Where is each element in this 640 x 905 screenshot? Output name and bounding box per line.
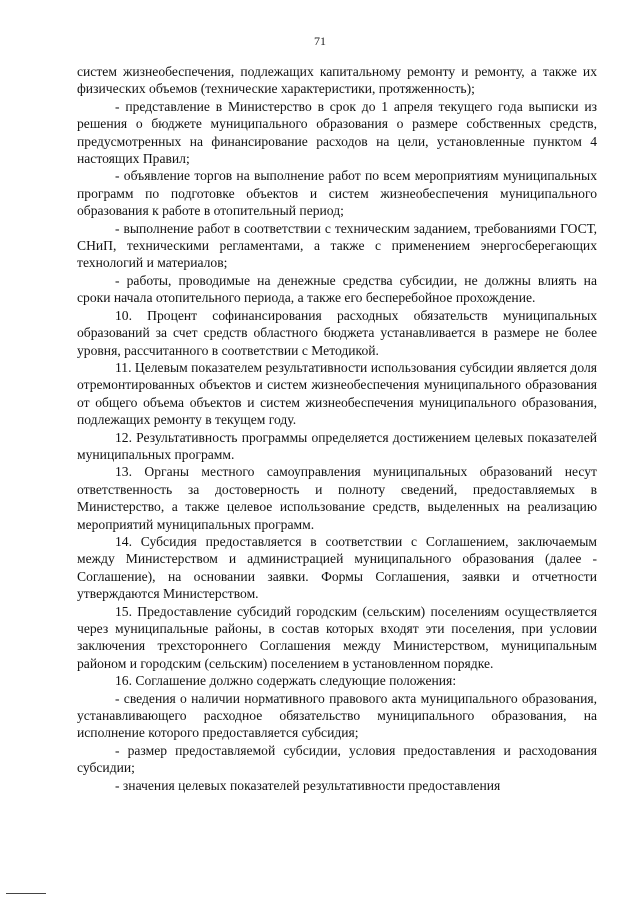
- paragraph-14: - размер предоставляемой субсидии, условия предоставления и расходования субсидии;: [77, 742, 597, 776]
- paragraph-2: - представление в Министерство в срок до 1 апреля текущего года выписки из решения о бюджете муниципального образования о размере собственных средств, предусмотренных на финансирование расходов на цели, установленные пунктом 4 настоящих Правил;: [77, 98, 597, 167]
- paragraph-8: 12. Результативность программы определяется достижением целевых показателей муниципальных программ.: [77, 429, 597, 462]
- paragraph-3: - объявление торгов на выполнение работ по всем мероприятиям муниципальных программ по подготовке объектов и систем жизнеобеспечения муниципального образования к работе в отопительный период;: [77, 168, 597, 219]
- document-body: [77, 63, 597, 794]
- paragraph-13: - сведения о наличии нормативного правового акта муниципального образования, устанавливающего расходное обязательство муниципального образования, на исполнение которого предоставляется субсидия;: [77, 690, 597, 741]
- paragraph-12: 16. Соглашение должно содержать следующие положения:: [115, 673, 457, 689]
- page-number: 71: [314, 34, 326, 48]
- scan-edge-mark: [6, 893, 46, 894]
- paragraph-9: 13. Органы местного самоуправления муниципальных образований несут ответственность за достоверность и полноту сведений, предоставляемых в Министерство, а также целевое использование средств, выделенных на реализацию мероприятий муниципальных программ.: [77, 464, 597, 532]
- paragraph-15: - значения целевых показателей результативности предоставления: [115, 777, 501, 793]
- paragraph-10: 14. Субсидия предоставляется в соответствии с Соглашением, заключаемым между Министерством и администрацией муниципального образования (далее - Соглашение), на основании заявки. Формы Соглашения, заявки и отчетности утверждаются Министерством.: [77, 533, 597, 602]
- paragraph-1: систем жизнеобеспечения, подлежащих капитальному ремонту и ремонту, а также их физических объемов (технические характеристики, протяженность);: [77, 64, 597, 97]
- paragraph-11: 15. Предоставление субсидий городским (сельским) поселениям осуществляется через муниципальные районы, в состав которых входят эти поселения, при условии заключения трехстороннего Соглашения между Министерством, муниципальным районом и городским (сельским) поселением в установленном порядке.: [77, 603, 597, 671]
- paragraph-5: - работы, проводимые на денежные средства субсидии, не должны влиять на сроки начала отопительного периода, а также его бесперебойное прохождение.: [77, 272, 597, 306]
- paragraph-7: 11. Целевым показателем результативности использования субсидии является доля отремонтированных объектов и систем жизнеобеспечения муниципального образования от общего объема объектов и систем жизнеобеспечения муниципального образования, подлежащих ремонту в текущем году.: [77, 359, 597, 428]
- paragraph-4: - выполнение работ в соответствии с техническим заданием, требованиями ГОСТ, СНиП, техническими регламентами, а также с применением энергосберегающих технологий и материалов;: [77, 220, 597, 271]
- paragraph-6: 10. Процент софинансирования расходных обязательств муниципальных образований за счет средств областного бюджета устанавливается в размере не более уровня, рассчитанного в соответствии с Методикой.: [77, 307, 597, 358]
